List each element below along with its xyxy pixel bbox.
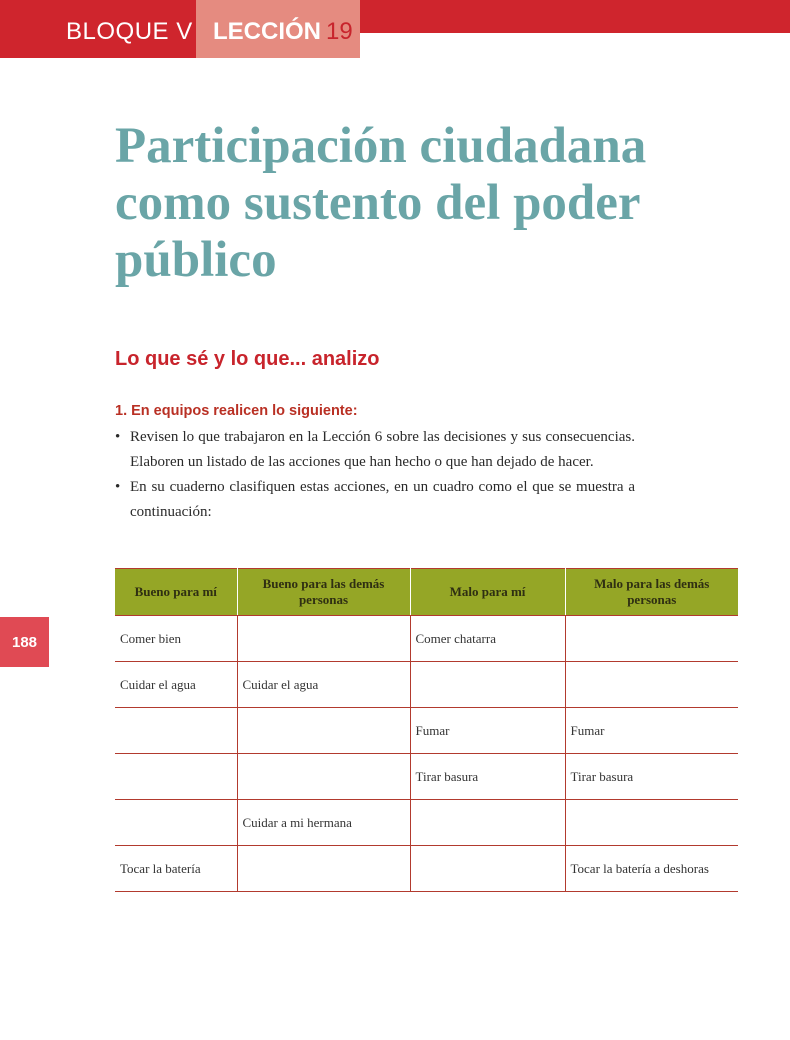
- page-title: Participación ciudadana como sustento del poder público: [115, 118, 647, 288]
- table-cell: Tocar la batería: [115, 846, 237, 892]
- table-cell: Cuidar el agua: [115, 662, 237, 708]
- leccion-number: 19: [326, 18, 353, 45]
- header-malo-para-demas: Malo para las demás personas: [565, 569, 738, 616]
- table-row: [115, 662, 738, 708]
- table-row: [115, 616, 738, 662]
- instruction: 1. En equipos realicen lo siguiente:: [115, 403, 358, 419]
- table-cell: [410, 800, 565, 846]
- table-cell: [410, 846, 565, 892]
- table-cell: Tocar la batería a deshoras: [565, 846, 738, 892]
- section-title: Lo que sé y lo que... analizo: [115, 348, 380, 370]
- table-cell: [237, 846, 410, 892]
- classification-table: [115, 568, 738, 892]
- table-cell: [115, 754, 237, 800]
- table-row: [115, 754, 738, 800]
- table-row: [115, 800, 738, 846]
- table-cell: Tirar basura: [410, 754, 565, 800]
- table-cell: [237, 708, 410, 754]
- header-bueno-para-demas: Bueno para las demás personas: [237, 569, 410, 616]
- table-cell: [115, 708, 237, 754]
- bullet-icon: •: [115, 479, 121, 495]
- table-cell: Comer bien: [115, 616, 237, 662]
- header-malo-para-mi: Malo para mí: [410, 569, 565, 616]
- table-cell: Fumar: [410, 708, 565, 754]
- table-row: [115, 846, 738, 892]
- table-cell: Tirar basura: [565, 754, 738, 800]
- table-cell: [565, 662, 738, 708]
- bullet-item: [115, 475, 635, 525]
- table-header-row: [115, 569, 738, 616]
- bullet-text: En su cuaderno clasifiquen estas acciones, en un cuadro como el que se muestra a continuación:: [130, 479, 635, 520]
- leccion-label: LECCIÓN: [213, 18, 321, 45]
- bullet-list: [115, 425, 635, 525]
- table-cell: [565, 616, 738, 662]
- table-cell: Cuidar el agua: [237, 662, 410, 708]
- header-bueno-para-mi: Bueno para mí: [115, 569, 237, 616]
- table-row: [115, 708, 738, 754]
- table-cell: [237, 754, 410, 800]
- table-cell: Fumar: [565, 708, 738, 754]
- table-cell: [410, 662, 565, 708]
- page-number: 188: [11, 634, 38, 651]
- table-cell: Cuidar a mi hermana: [237, 800, 410, 846]
- bullet-text: Revisen lo que trabajaron en la Lección 6 sobre las decisiones y sus consecuencias. Elaboren un listado de las acciones que han hecho o que han dejado de hacer.: [130, 429, 635, 470]
- table-cell: Comer chatarra: [410, 616, 565, 662]
- bullet-icon: •: [115, 429, 121, 445]
- table-cell: [565, 800, 738, 846]
- table-cell: [237, 616, 410, 662]
- bullet-item: [115, 425, 635, 475]
- table-cell: [115, 800, 237, 846]
- bloque-label: BLOQUE V: [66, 18, 193, 45]
